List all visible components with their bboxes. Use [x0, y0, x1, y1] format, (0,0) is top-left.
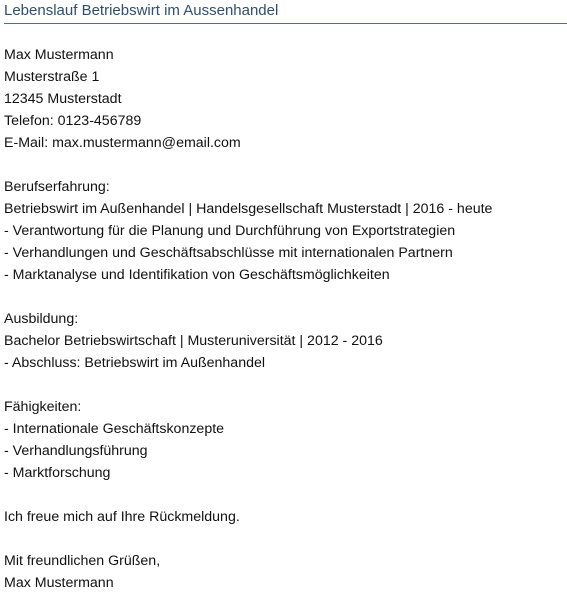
spacer — [4, 528, 564, 550]
contact-name: Max Mustermann — [4, 47, 114, 63]
closing-signature: Max Mustermann — [4, 575, 114, 591]
contact-street: Musterstraße 1 — [4, 69, 100, 85]
title-divider — [4, 23, 567, 24]
contact-email: E-Mail: max.mustermann@email.com — [4, 135, 241, 151]
experience-heading: Berufserfahrung: — [4, 179, 110, 195]
spacer — [4, 154, 564, 176]
contact-city: 12345 Musterstadt — [4, 91, 122, 107]
resume-body — [4, 44, 564, 594]
skills-item: - Internationale Geschäftskonzepte — [4, 421, 225, 437]
spacer — [4, 484, 564, 506]
education-degree: Bachelor Betriebswirtschaft | Musteruniversität | 2012 - 2016 — [4, 333, 383, 349]
skills-item: - Verhandlungsführung — [4, 443, 148, 459]
experience-item: - Verantwortung für die Planung und Durchführung von Exportstrategien — [4, 223, 456, 239]
spacer — [4, 286, 564, 308]
education-heading: Ausbildung: — [4, 311, 79, 327]
contact-phone: Telefon: 0123-456789 — [4, 113, 142, 129]
closing-message: Ich freue mich auf Ihre Rückmeldung. — [4, 509, 240, 525]
closing-salutation: Mit freundlichen Grüßen, — [4, 553, 161, 569]
spacer — [4, 374, 564, 396]
experience-position: Betriebswirt im Außenhandel | Handelsgesellschaft Musterstadt | 2016 - heute — [4, 201, 493, 217]
skills-heading: Fähigkeiten: — [4, 399, 82, 415]
experience-item: - Verhandlungen und Geschäftsabschlüsse mit internationalen Partnern — [4, 245, 453, 261]
education-item: - Abschluss: Betriebswirt im Außenhandel — [4, 355, 266, 371]
experience-item: - Marktanalyse und Identifikation von Geschäftsmöglichkeiten — [4, 267, 390, 283]
skills-item: - Marktforschung — [4, 465, 111, 481]
document-title: Lebenslauf Betriebswirt im Aussenhandel — [4, 2, 279, 19]
